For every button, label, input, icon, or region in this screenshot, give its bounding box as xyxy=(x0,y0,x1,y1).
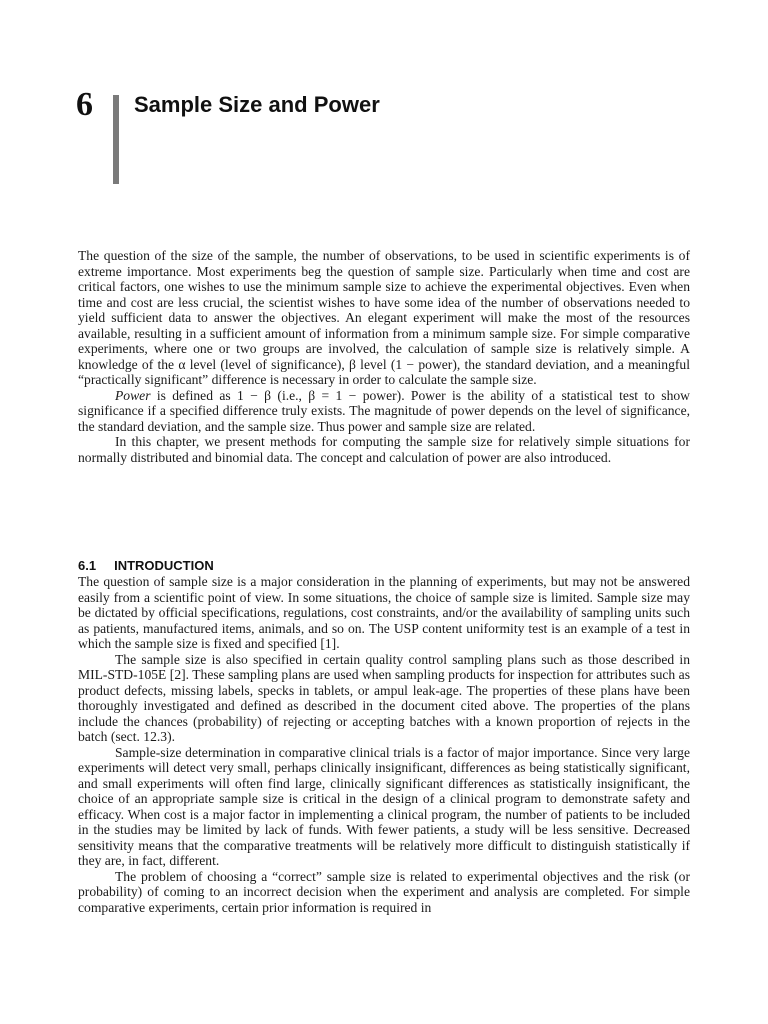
chapter-number: 6 xyxy=(76,86,93,123)
chapter-title: Sample Size and Power xyxy=(134,92,380,117)
intro-paragraph-1: The question of the size of the sample, the number of observations, to be used in scientific experiments is of extreme importance. Most experiments beg the question of sample size. Particularly when time and cost are critical factors, one wishes to use the minimum sample size to achieve the experimental objectives. Even when time and cost are less crucial, the scientist wishes to have some idea of the number of observations needed to yield sufficient data to answer the objectives. An elegant experiment will make the most of the resources available, resulting in a sufficient amount of information from a minimum sample size. For simple comparative experiments, where one or two groups are involved, the calculation of sample size is relatively simple. A knowledge of the α level (level of significance), β level (1 − power), the standard deviation, and a meaningful “practically significant” difference is necessary in order to calculate the sample size. xyxy=(78,248,690,387)
section-paragraph-4: The problem of choosing a “correct” sample size is related to experimental objectives and the risk (or probability) of coming to an incorrect decision when the experiment and analysis are completed. For simple comparative experiments, certain prior information is required in xyxy=(78,868,690,915)
intro-paragraph-2 xyxy=(78,388,690,435)
intro-paragraph-3: In this chapter, we present methods for computing the sample size for relatively simple situations for normally distributed and binomial data. The concept and calculation of power are also introduced. xyxy=(78,434,690,465)
section-paragraph-3: Sample-size determination in comparative clinical trials is a factor of major importance. Since very large experiments will detect very small, perhaps clinically insignificant, differences as being statistically significant, and small experiments will often find large, clinically significant differences as statistically insignificant, the choice of an appropriate sample size is critical in the design of a clinical program to demonstrate safety and efficacy. When cost is a major factor in implementing a clinical program, the number of patients to be included in the studies may be limited by lack of funds. With fewer patients, a study will be less sensitive. Decreased sensitivity means that the comparative treatments will be relatively more difficult to distinguish statistically if they are, in fact, different. xyxy=(78,744,690,868)
section-paragraph-2: The sample size is also specified in certain quality control sampling plans such as those described in MIL-STD-105E [2]. These sampling plans are used when sampling products for inspection for attributes such as product defects, missing labels, specks in tablets, or ampul leak-age. The properties of these plans have been thoroughly investigated and defined as described in the document cited above. The properties of the plans include the chances (probability) of rejecting or accepting batches with a known proportion of rejects in the batch (sect. 12.3). xyxy=(78,651,690,744)
section-number: 6.1 xyxy=(78,558,97,573)
chapter-intro xyxy=(78,248,690,465)
section-title: INTRODUCTION xyxy=(114,558,214,573)
section-introduction xyxy=(78,558,690,915)
power-term: Power xyxy=(115,387,151,403)
intro-paragraph-2-text: is defined as 1 − β (i.e., β = 1 − power). Power is the ability of a statistical test to show significance if a specified difference truly exists. The magnitude of power depends on the level of significance, the standard deviation, and the sample size. Thus power and sample size are related. xyxy=(78,387,690,434)
section-heading xyxy=(78,558,690,574)
chapter-divider-bar xyxy=(113,95,119,184)
section-paragraph-1: The question of sample size is a major consideration in the planning of experiments, but may not be answered easily from a scientific point of view. In some situations, the choice of sample size is limited. Sample size may be dictated by official specifications, regulations, cost constraints, and/or the availability of sampling units such as patients, manufactured items, animals, and so on. The USP content uniformity test is an example of a test in which the sample size is fixed and specified [1]. xyxy=(78,574,690,651)
